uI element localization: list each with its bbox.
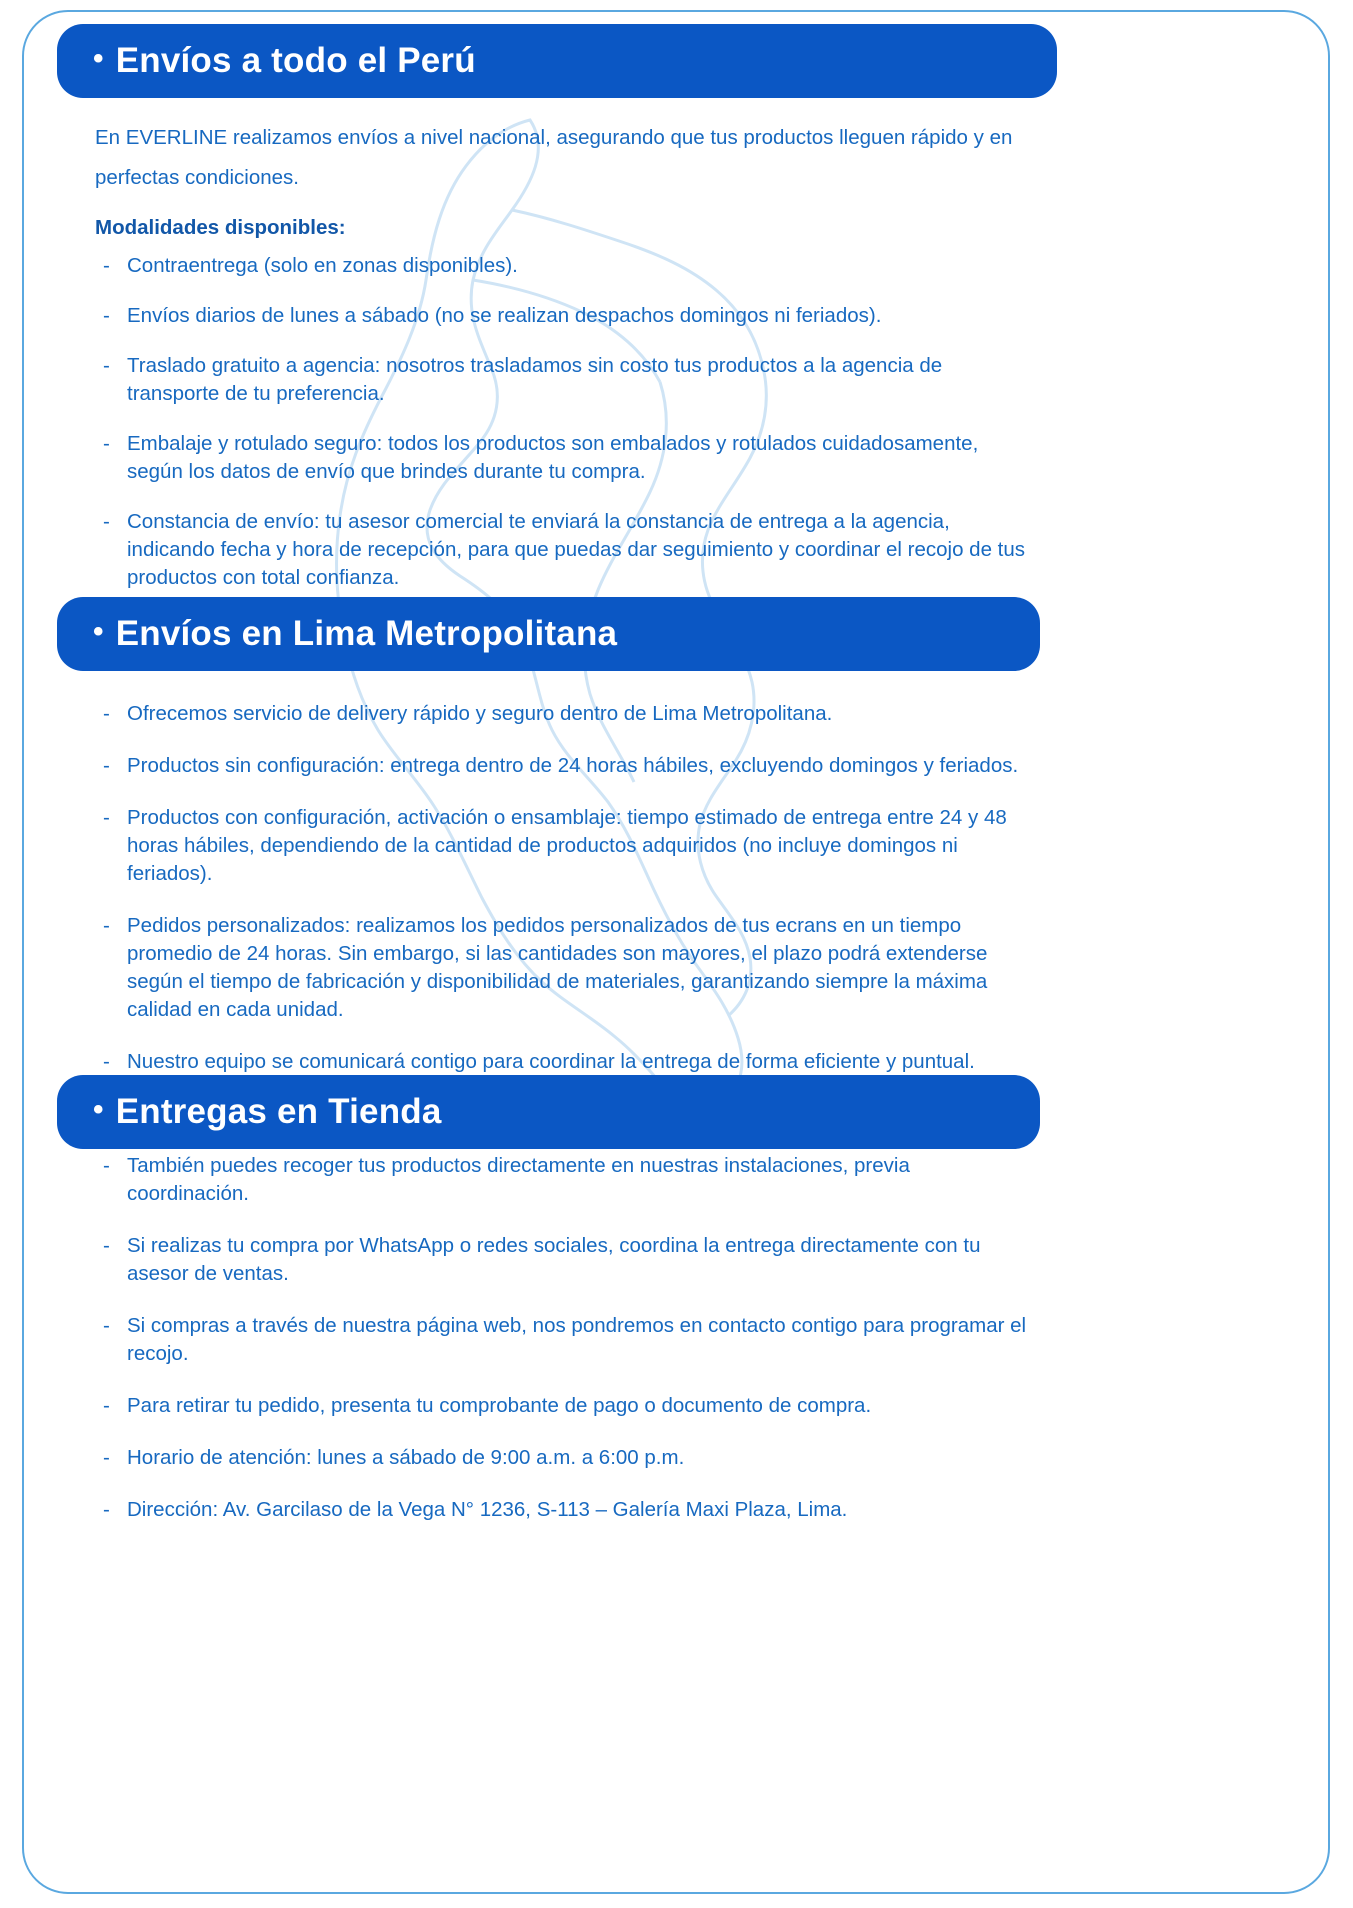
- list-item: - Productos sin configuración: entrega dentro de 24 horas hábiles, excluyendo domingos y feriados.: [95, 752, 1030, 780]
- list-item: - Nuestro equipo se comunicará contigo para coordinar la entrega de forma eficiente y puntual.: [95, 1048, 1030, 1076]
- list-item: - Embalaje y rotulado seguro: todos los productos son embalados y rotulados cuidadosamente, según los datos de envío que brindes durante tu compra.: [95, 430, 1030, 486]
- list-item: - Traslado gratuito a agencia: nosotros trasladamos sin costo tus productos a la agencia de transporte de tu preferencia.: [95, 352, 1030, 408]
- section-list: [95, 700, 1030, 1076]
- section-header-entregas-tienda: [57, 1075, 1040, 1149]
- section-intro-paragraph: En EVERLINE realizamos envíos a nivel nacional, asegurando que tus productos lleguen rápido y en perfectas condiciones.: [95, 126, 1013, 189]
- list-item: - Envíos diarios de lunes a sábado (no se realizan despachos domingos ni feriados).: [95, 302, 1030, 330]
- list-item: - Si compras a través de nuestra página web, nos pondremos en contacto contigo para programar el recojo.: [95, 1312, 1030, 1368]
- section-body-envios-lima: [95, 700, 1030, 1100]
- section-body-envios-peru: [95, 118, 1030, 614]
- list-item: - Constancia de envío: tu asesor comercial te enviará la constancia de entrega a la agencia, indicando fecha y hora de recepción, para que puedas dar seguimiento y coordinar el recojo de tus productos con total confianza.: [95, 508, 1030, 592]
- list-item: - Contraentrega (solo en zonas disponibles).: [95, 252, 1030, 280]
- list-item: - Productos con configuración, activación o ensamblaje: tiempo estimado de entrega entre 24 y 48 horas hábiles, dependiendo de la cantidad de productos adquiridos (no incluye domingos ni feriados).: [95, 804, 1030, 888]
- list-item: - Si realizas tu compra por WhatsApp o redes sociales, coordina la entrega directamente con tu asesor de ventas.: [95, 1232, 1030, 1288]
- section-title: Envíos a todo el Perú: [115, 41, 476, 80]
- section-header-envios-lima: [57, 597, 1040, 671]
- section-header-envios-peru: [57, 24, 1057, 98]
- list-item: - También puedes recoger tus productos directamente en nuestras instalaciones, previa coordinación.: [95, 1152, 1030, 1208]
- list-item: - Pedidos personalizados: realizamos los pedidos personalizados de tus ecrans en un tiempo promedio de 24 horas. Sin embargo, si las cantidades son mayores, el plazo podrá extenderse según el tiempo de fabricación y disponibilidad de materiales, garantizando siempre la máxima calidad en cada unidad.: [95, 912, 1030, 1024]
- section-body-entregas-tienda: [95, 1152, 1030, 1548]
- list-item: - Horario de atención: lunes a sábado de 9:00 a.m. a 6:00 p.m.: [95, 1444, 1030, 1472]
- bullet-icon: •: [93, 615, 104, 648]
- bullet-icon: •: [93, 1093, 104, 1126]
- section-title: Entregas en Tienda: [115, 1092, 442, 1131]
- section-subtitle: Modalidades disponibles:: [95, 216, 346, 239]
- section-title: Envíos en Lima Metropolitana: [115, 614, 618, 653]
- list-item: - Ofrecemos servicio de delivery rápido y seguro dentro de Lima Metropolitana.: [95, 700, 1030, 728]
- list-item: - Para retirar tu pedido, presenta tu comprobante de pago o documento de compra.: [95, 1392, 1030, 1420]
- bullet-icon: •: [93, 42, 104, 75]
- list-item: - Dirección: Av. Garcilaso de la Vega N° 1236, S-113 – Galería Maxi Plaza, Lima.: [95, 1496, 1030, 1524]
- section-list: [95, 252, 1030, 592]
- section-list: [95, 1152, 1030, 1524]
